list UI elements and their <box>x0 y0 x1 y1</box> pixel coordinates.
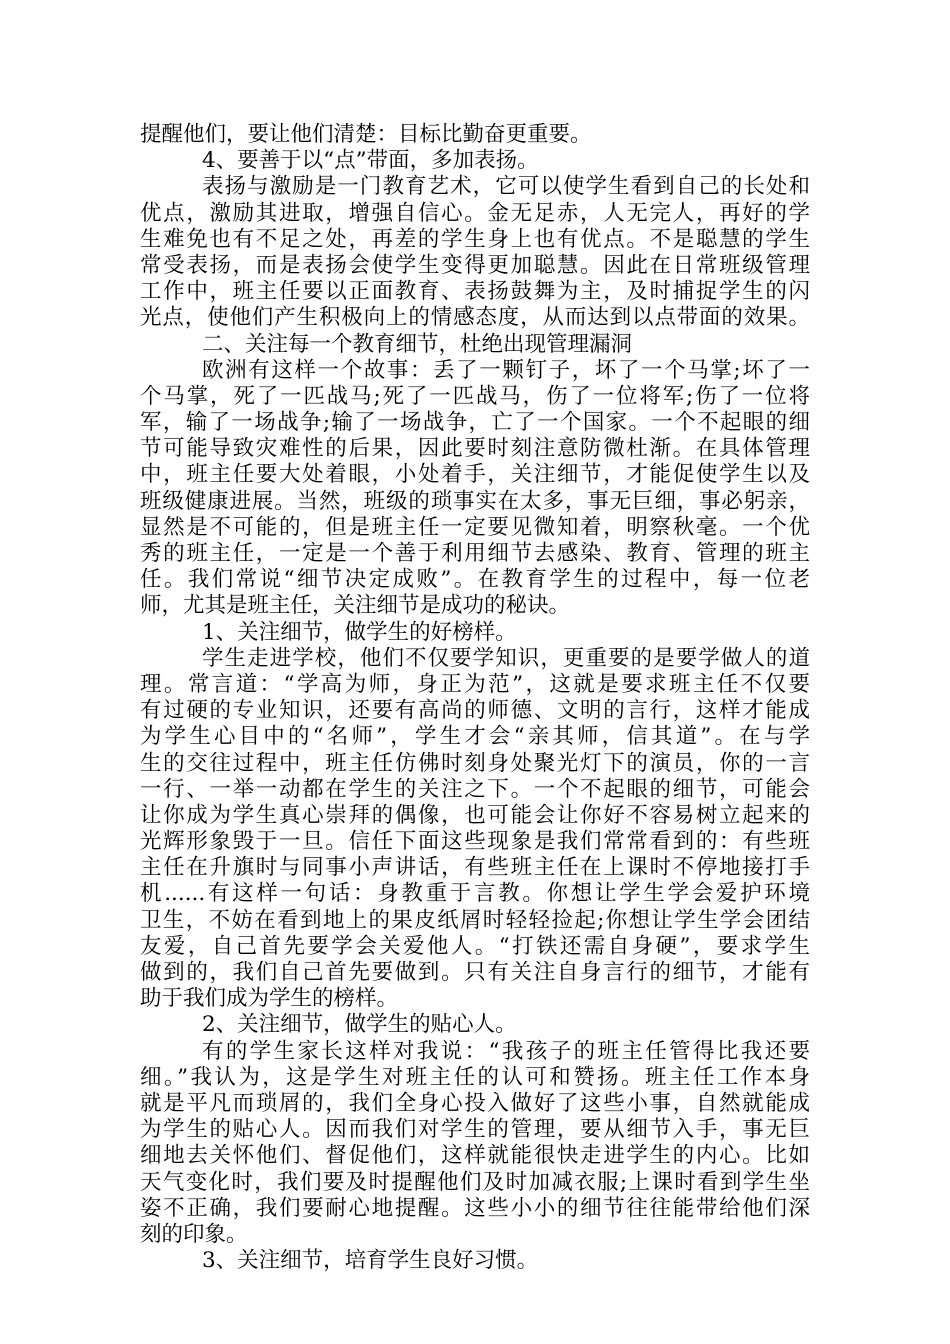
section-heading-line: 3、关注细节，培育学生良好习惯。 <box>202 1248 539 1274</box>
text-line: 主任在升旗时与同事小声讲话，有些班主任在上课时不停地接打手 <box>140 855 810 881</box>
text-line: 光辉形象毁于一旦。信任下面这些现象是我们常常看到的：有些班 <box>140 829 810 855</box>
text-line: 提醒他们，要让他们清楚：目标比勤奋更重要。 <box>140 122 592 147</box>
section-heading-line: 2、关注细节，做学生的贴心人。 <box>202 1012 517 1038</box>
text-line: 优点，激励其进取，增强自信心。金无足赤，人无完人，再好的学 <box>140 200 810 226</box>
text-line: 工作中，班主任要以正面教育、表扬鼓舞为主，及时捕捉学生的闪 <box>140 279 810 305</box>
text-line: 为学生的贴心人。因而我们对学生的管理，要从细节入手，事无巨 <box>140 1117 810 1143</box>
text-line: 一行、一举一动都在学生的关注之下。一个不起眼的细节，可能会 <box>140 776 810 802</box>
text-line: 就是平凡而琐屑的，我们全身心投入做好了这些小事，自然就能成 <box>140 1090 810 1116</box>
text-line: 让你成为学生真心崇拜的偶像，也可能会让你好不容易树立起来的 <box>140 802 810 828</box>
text-line: 秀的班主任，一定是一个善于利用细节去感染、教育、管理的班主 <box>140 541 810 566</box>
text-line: 个马掌，死了一匹战马;死了一匹战马，伤了一位将军;伤了一位将 <box>140 383 810 409</box>
text-line: 有过硬的专业知识，还要有高尚的师德、文明的言行，这样才能成 <box>140 698 810 724</box>
text-line: 助于我们成为学生的榜样。 <box>140 986 399 1012</box>
text-line: 生的交往过程中，班主任仿佛时刻身处聚光灯下的演员，你的一言 <box>140 750 810 776</box>
text-line: 姿不正确，我们要耐心地提醒。这些小小的细节往往能带给他们深 <box>140 1195 810 1221</box>
text-line: 任。我们常说“细节决定成败”。在教育学生的过程中，每一位老 <box>140 567 810 593</box>
section-heading-line: 4、要善于以“点”带面，多加表扬。 <box>202 148 539 174</box>
text-line: 班级健康进展。当然，班级的琐事实在太多，事无巨细，事必躬亲， <box>140 488 810 514</box>
document-body <box>140 122 810 1274</box>
text-line: 学生走进学校，他们不仅要学知识，更重要的是要学做人的道 <box>202 645 810 671</box>
text-line: 光点，使他们产生积极向上的情感态度，从而达到以点带面的效果。 <box>140 305 810 331</box>
section-heading-line: 二、关注每一个教育细节，杜绝出现管理漏洞 <box>202 331 633 357</box>
text-line: 做到的，我们自己首先要做到。只有关注自身言行的细节，才能有 <box>140 960 810 985</box>
text-line: 理。常言道：“学高为师，身正为范”，这就是要求班主任不仅要 <box>140 671 810 697</box>
text-line: 中，班主任要大处着眼，小处着手，关注细节，才能促使学生以及 <box>140 462 810 488</box>
text-line: 军，输了一场战争;输了一场战争，亡了一个国家。一个不起眼的细 <box>140 410 810 436</box>
text-line: 欧洲有这样一个故事：丢了一颗钉子，坏了一个马掌;坏了一 <box>202 357 810 383</box>
text-line: 常受表扬，而是表扬会使学生变得更加聪慧。因此在日常班级管理 <box>140 252 810 278</box>
text-line: 卫生，不妨在看到地上的果皮纸屑时轻轻捡起;你想让学生学会团结 <box>140 907 810 933</box>
section-heading-line: 1、关注细节，做学生的好榜样。 <box>202 619 517 645</box>
text-line: 细地去关怀他们、督促他们，这样就能很快走进学生的内心。比如 <box>140 1143 810 1169</box>
text-line: 师，尤其是班主任，关注细节是成功的秘诀。 <box>140 593 571 619</box>
text-line: 刻的印象。 <box>140 1221 248 1247</box>
text-line: 节可能导致灾难性的后果，因此要时刻注意防微杜渐。在具体管理 <box>140 436 810 462</box>
text-line: 友爱，自己首先要学会关爱他人。“打铁还需自身硬”，要求学生 <box>140 933 810 959</box>
text-line: 细。”我认为，这是学生对班主任的认可和赞扬。班主任工作本身 <box>140 1064 810 1090</box>
text-line: 为学生心目中的“名师”，学生才会“亲其师，信其道”。在与学 <box>140 724 810 750</box>
text-line: 有的学生家长这样对我说：“我孩子的班主任管得比我还要 <box>202 1038 810 1064</box>
text-line: 机......有这样一句话：身教重于言教。你想让学生学会爱护环境 <box>140 881 810 907</box>
text-line: 生难免也有不足之处，再差的学生身上也有优点。不是聪慧的学生 <box>140 226 810 252</box>
text-line: 显然是不可能的，但是班主任一定要见微知着，明察秋毫。一个优 <box>140 514 810 540</box>
text-line: 表扬与激励是一门教育艺术，它可以使学生看到自己的长处和 <box>202 174 810 200</box>
text-line: 天气变化时，我们要及时提醒他们及时加减衣服;上课时看到学生坐 <box>140 1169 810 1195</box>
